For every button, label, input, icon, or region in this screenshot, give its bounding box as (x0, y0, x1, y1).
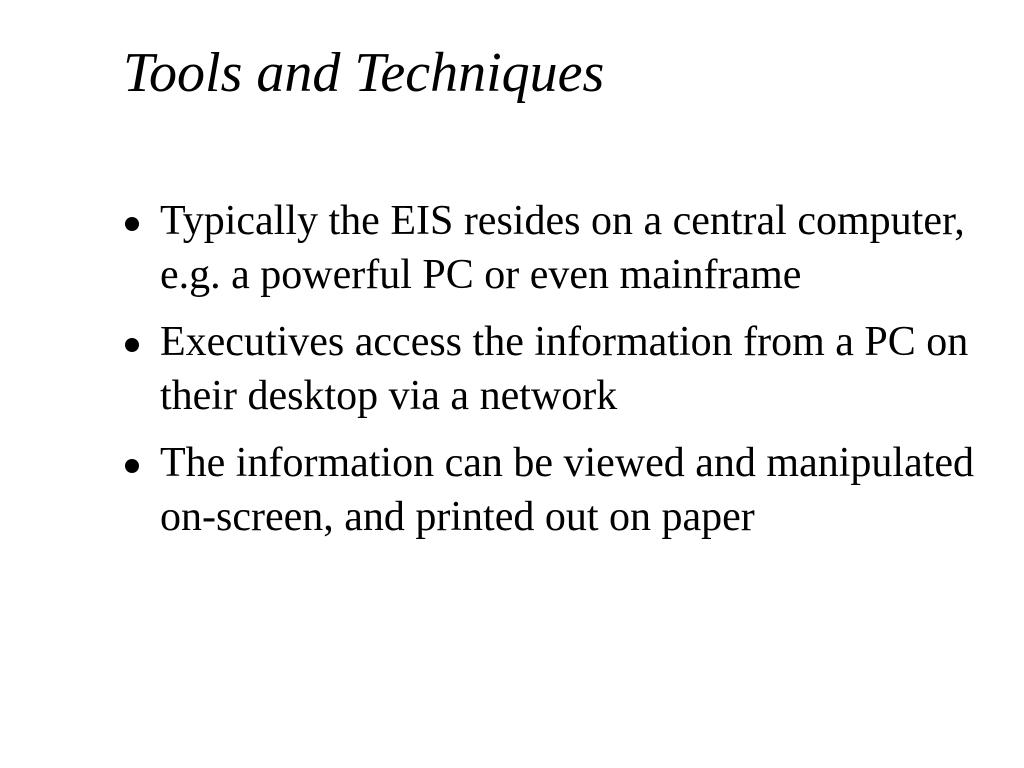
bullet-item (122, 315, 1002, 423)
bullet-text: The information can be viewed and manipulated on-screen, and printed out on paper (160, 440, 975, 540)
bullet-dot-icon (125, 217, 139, 231)
slide-title: Tools and Techniques (123, 42, 605, 104)
bullet-text: Executives access the information from a PC on their desktop via a network (160, 319, 969, 419)
bullet-list (122, 194, 1002, 557)
bullet-item (122, 436, 1002, 544)
bullet-text: Typically the EIS resides on a central computer, e.g. a powerful PC or even mainframe (160, 198, 965, 298)
bullet-dot-icon (125, 338, 139, 352)
bullet-dot-icon (125, 459, 139, 473)
bullet-item (122, 194, 1002, 302)
